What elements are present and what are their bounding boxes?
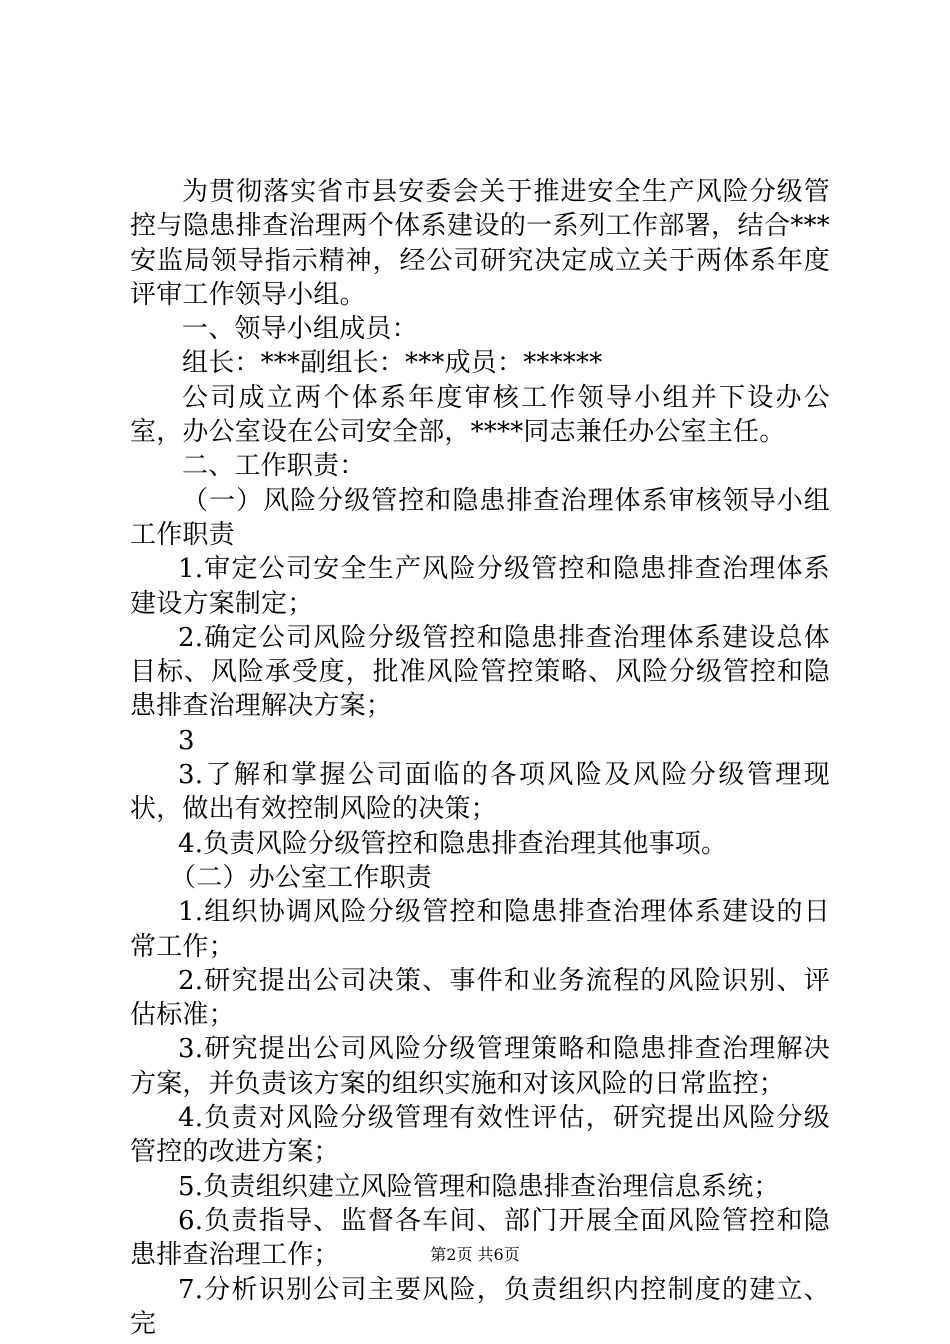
document-body — [130, 175, 830, 1341]
list-item: 3.了解和掌握公司面临的各项风险及风险分级管理现状，做出有效控制风险的决策； — [130, 760, 830, 825]
list-item: 2.研究提出公司决策、事件和业务流程的风险识别、评估标准； — [130, 965, 830, 1031]
list-item: 6.负责指导、监督各车间、部门开展全面风险管控和隐患排查治理工作； — [130, 1205, 830, 1271]
list-item: 3.研究提出公司风险分级管理策略和隐患排查治理解决方案，并负责该方案的组织实施和对该风险的日常监控； — [130, 1034, 830, 1099]
list-item: 4.负责风险分级管控和隐患排查治理其他事项。 — [178, 828, 728, 859]
list-item: 5.负责组织建立风险管理和隐患排查治理信息系统； — [178, 1171, 780, 1202]
stray-number: 3 — [178, 725, 195, 756]
paragraph-intro: 为贯彻落实省市县安委会关于推进安全生产风险分级管控与隐患排查治理两个体系建设的一系列工作部署，结合***安监局领导指示精神，经公司研究决定成立关于两体系年度评审工作领导小组。 — [130, 177, 830, 310]
list-item: 7.分析识别公司主要风险，负责组织内控制度的建立、完 — [130, 1274, 830, 1339]
paragraph-members: 组长：***副组长：***成员：****** — [182, 348, 603, 379]
section-heading-duties: 二、工作职责： — [182, 451, 366, 482]
subsection-heading-group-duties: （一）风险分级管控和隐患排查治理体系审核领导小组工作职责 — [130, 485, 830, 550]
list-item: 1.审定公司安全生产风险分级管控和隐患排查治理体系建设方案制定； — [130, 554, 830, 619]
subsection-heading-office-duties: （二）办公室工作职责 — [170, 862, 433, 893]
section-heading-members: 一、领导小组成员： — [182, 314, 418, 345]
list-item: 4.负责对风险分级管理有效性评估，研究提出风险分级管控的改进方案； — [130, 1103, 830, 1168]
paragraph-office: 公司成立两个体系年度审核工作领导小组并下设办公室，办公室设在公司安全部，****同志兼任办公室主任。 — [130, 382, 830, 448]
list-item: 1.组织协调风险分级管控和隐患排查治理体系建设的日常工作； — [130, 897, 830, 962]
list-item: 2.确定公司风险分级管控和隐患排查治理体系建设总体目标、风险承受度，批准风险管控策略、风险分级管控和隐患排查治理解决方案； — [130, 622, 830, 722]
page-number-footer: 第2页 共6页 — [430, 1245, 520, 1264]
